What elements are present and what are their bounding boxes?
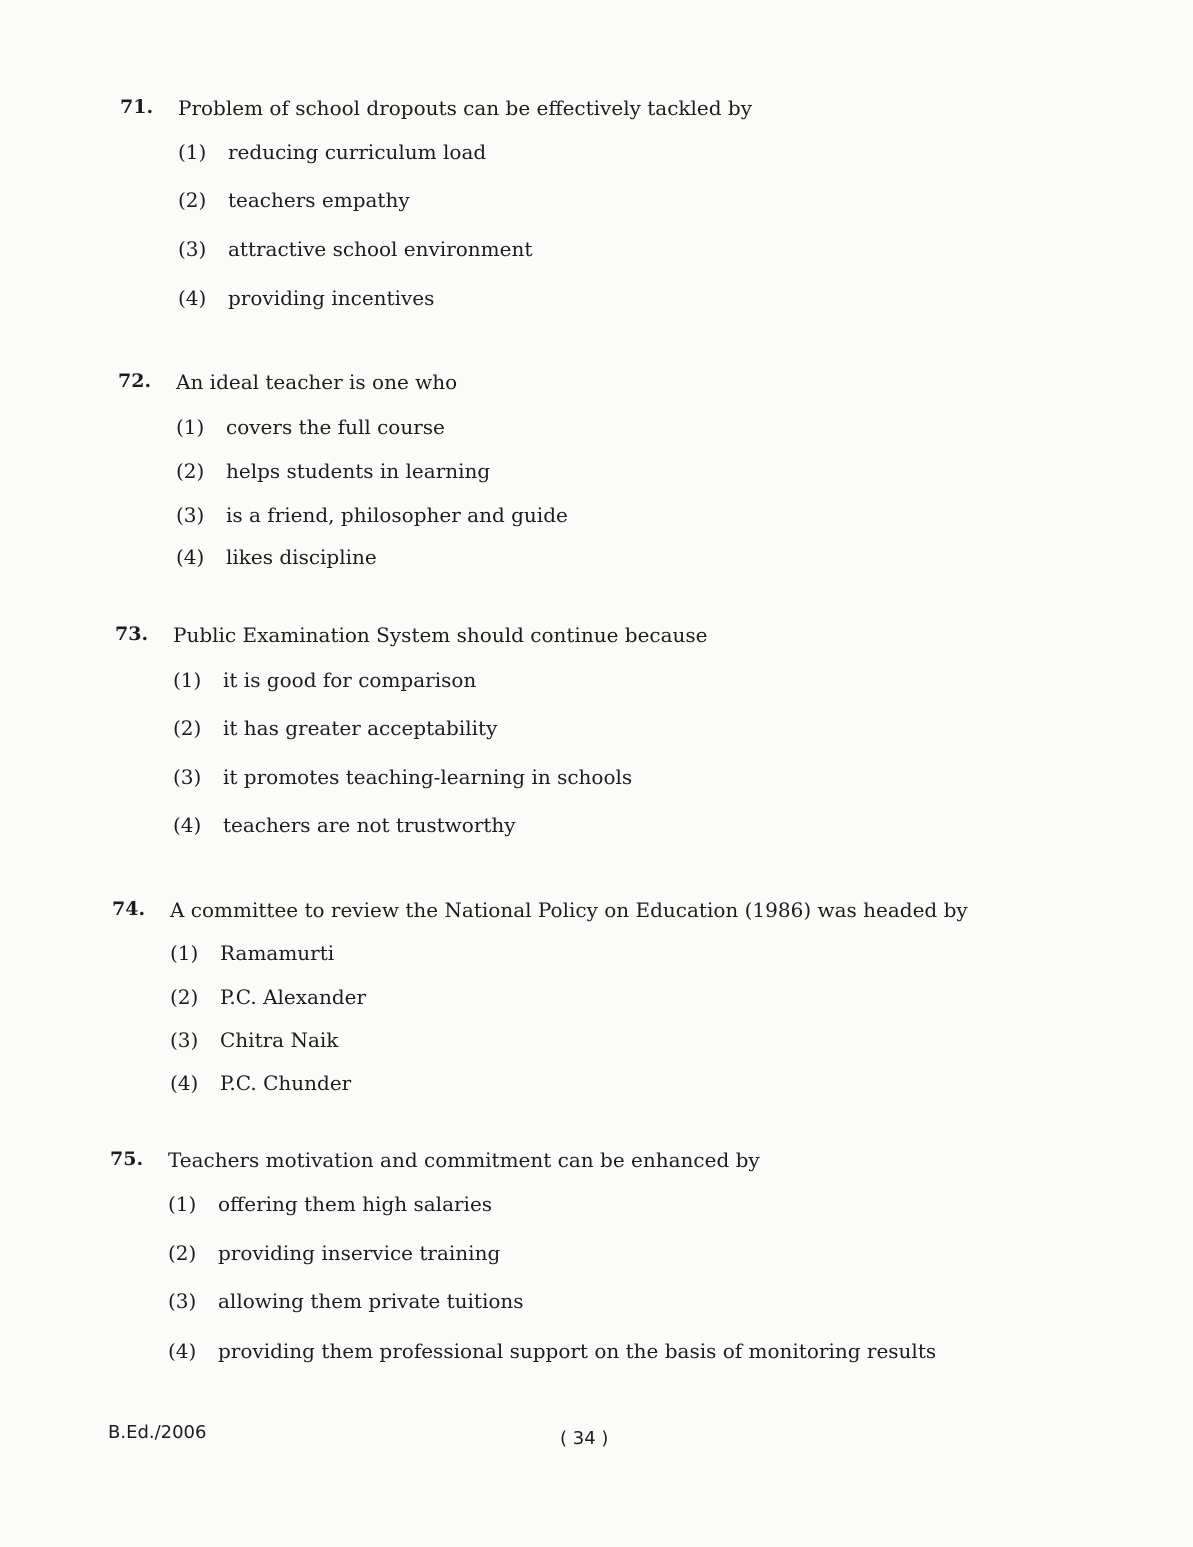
question-number: 74. — [112, 898, 146, 920]
option-number: (4) — [168, 1339, 197, 1363]
option-text: P.C. Alexander — [220, 985, 367, 1009]
option-1 — [120, 140, 1020, 188]
option-number: (1) — [176, 415, 205, 439]
question-stem — [118, 370, 1018, 415]
option-text: allowing them private tuitions — [218, 1289, 524, 1313]
option-text: it promotes teaching-learning in schools — [223, 765, 633, 789]
option-3 — [110, 1289, 1030, 1339]
question-74 — [112, 898, 1012, 1101]
option-text: Chitra Naik — [220, 1028, 339, 1052]
option-number: (2) — [173, 716, 202, 740]
option-4 — [120, 286, 1020, 316]
question-number: 73. — [115, 623, 149, 645]
option-text: helps students in learning — [226, 459, 491, 483]
option-text: it is good for comparison — [223, 668, 477, 692]
option-number: (2) — [168, 1241, 197, 1265]
question-text: Problem of school dropouts can be effectively tackled by — [178, 96, 753, 120]
page-number: ( 34 ) — [560, 1428, 609, 1449]
option-4 — [112, 1071, 1012, 1101]
option-text: P.C. Chunder — [220, 1071, 352, 1095]
question-stem — [110, 1148, 1030, 1192]
question-75 — [110, 1148, 1030, 1369]
question-stem — [112, 898, 1012, 941]
question-text: A committee to review the National Policy on Education (1986) was headed by — [170, 898, 968, 922]
option-number: (3) — [170, 1028, 199, 1052]
question-71 — [120, 96, 1020, 316]
question-number: 75. — [110, 1148, 144, 1170]
option-number: (2) — [176, 459, 205, 483]
option-text: it has greater acceptability — [223, 716, 498, 740]
option-text: reducing curriculum load — [228, 140, 487, 164]
option-2 — [120, 188, 1020, 237]
option-1 — [118, 415, 1018, 459]
option-number: (2) — [178, 188, 207, 212]
question-number: 72. — [118, 370, 152, 392]
option-text: attractive school environment — [228, 237, 533, 261]
option-number: (4) — [173, 813, 202, 837]
question-text: Teachers motivation and commitment can be enhanced by — [168, 1148, 760, 1172]
option-1 — [115, 668, 1015, 716]
option-number: (4) — [176, 545, 205, 569]
option-3 — [112, 1028, 1012, 1071]
question-text: Public Examination System should continue because — [173, 623, 708, 647]
option-3 — [118, 503, 1018, 545]
question-number: 71. — [120, 96, 154, 118]
option-number: (1) — [178, 140, 207, 164]
option-number: (2) — [170, 985, 199, 1009]
option-text: teachers empathy — [228, 188, 410, 212]
option-3 — [120, 237, 1020, 286]
option-number: (1) — [168, 1192, 197, 1216]
option-number: (1) — [170, 941, 199, 965]
question-text: An ideal teacher is one who — [176, 370, 458, 394]
question-stem — [120, 96, 1020, 140]
option-number: (4) — [178, 286, 207, 310]
option-1 — [112, 941, 1012, 985]
footer-exam-code: B.Ed./2006 — [108, 1422, 207, 1443]
option-number: (4) — [170, 1071, 199, 1095]
option-number: (1) — [173, 668, 202, 692]
option-text: providing them professional support on the basis of monitoring results — [218, 1339, 937, 1363]
option-4 — [110, 1339, 1030, 1369]
option-number: (3) — [168, 1289, 197, 1313]
option-4 — [118, 545, 1018, 575]
option-number: (3) — [178, 237, 207, 261]
option-2 — [115, 716, 1015, 765]
option-text: covers the full course — [226, 415, 445, 439]
option-2 — [118, 459, 1018, 503]
option-number: (3) — [173, 765, 202, 789]
option-text: providing inservice training — [218, 1241, 501, 1265]
option-text: teachers are not trustworthy — [223, 813, 516, 837]
option-3 — [115, 765, 1015, 813]
option-text: Ramamurti — [220, 941, 335, 965]
option-number: (3) — [176, 503, 205, 527]
option-1 — [110, 1192, 1030, 1241]
option-2 — [112, 985, 1012, 1028]
question-stem — [115, 623, 1015, 668]
option-text: is a friend, philosopher and guide — [226, 503, 568, 527]
option-text: likes discipline — [226, 545, 377, 569]
question-72 — [118, 370, 1018, 575]
option-text: offering them high salaries — [218, 1192, 493, 1216]
question-73 — [115, 623, 1015, 843]
option-2 — [110, 1241, 1030, 1289]
option-text: providing incentives — [228, 286, 435, 310]
option-4 — [115, 813, 1015, 843]
